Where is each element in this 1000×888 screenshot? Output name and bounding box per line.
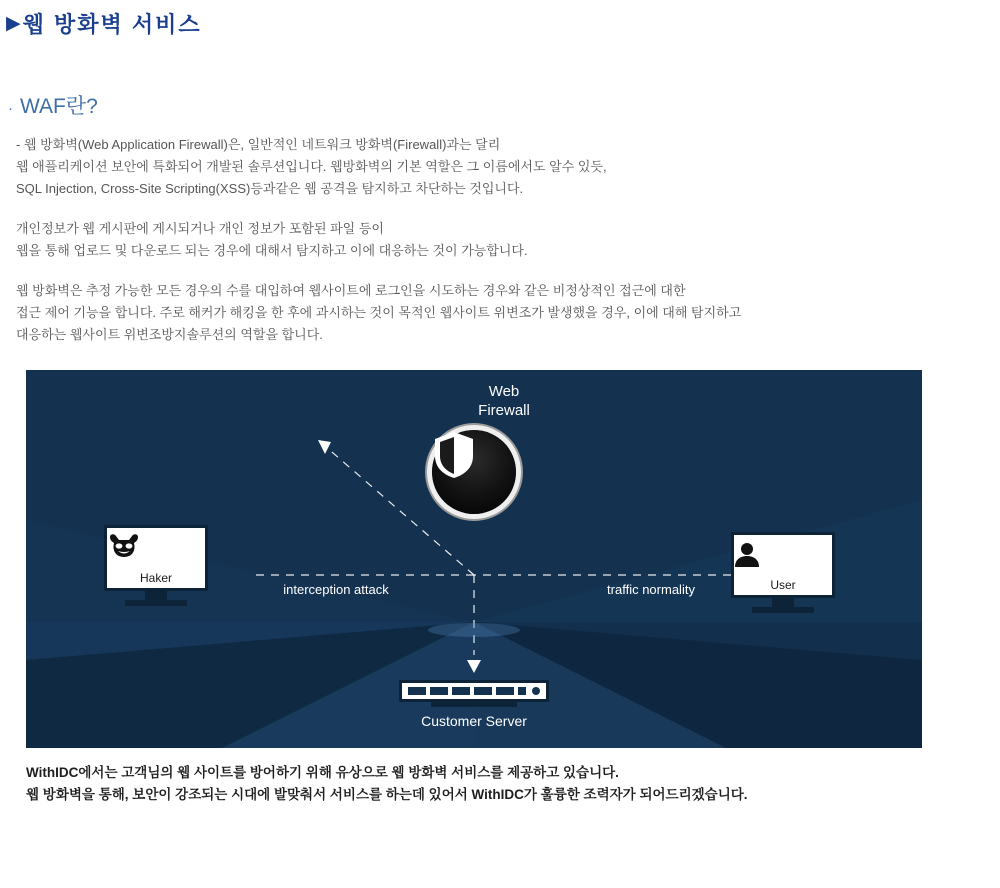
server-rack-icon (399, 680, 549, 702)
user-monitor (731, 532, 835, 613)
server-label: Customer Server (421, 713, 527, 729)
web-firewall-label: Web Firewall (478, 383, 530, 419)
paragraph-3 (16, 280, 1000, 346)
hacker-label: Haker (139, 571, 172, 585)
triangle-right-icon: ▶ (6, 12, 21, 34)
user-screen (731, 532, 835, 598)
devil-face-icon (107, 533, 141, 559)
server-base (431, 702, 517, 707)
page-title-row (0, 0, 1000, 40)
hacker-monitor-base (125, 600, 187, 606)
footer-text (26, 762, 1000, 806)
body-text (16, 134, 1000, 346)
section-heading-row (8, 90, 1000, 120)
shield-icon (432, 430, 476, 480)
user-monitor-base (752, 607, 814, 613)
page-title: 웹 방화벽 서비스 (22, 11, 202, 37)
paragraph-2-line-2: 웹을 통해 업로드 및 다운로드 되는 경우에 대해서 탐지하고 이에 대응하는 것이 가능합니다. (16, 243, 528, 258)
paragraph-1 (16, 134, 1000, 200)
footer-line-2: 웹 방화벽을 통해, 보안이 강조되는 시대에 발맞춰서 서비스를 하는데 있어서 WithIDC가 훌륭한 조력자가 되어드리겠습니다. (26, 787, 748, 802)
section-heading: WAF란? (20, 95, 98, 118)
hacker-monitor (104, 525, 208, 606)
paragraph-1-line-3: SQL Injection, Cross-Site Scripting(XSS)등과같은 웹 공격을 탐지하고 차단하는 것입니다. (16, 181, 524, 196)
paragraph-1-line-2: 웹 애플리케이션 보안에 특화되어 개발된 솔루션입니다. 웹방화벽의 기본 역할은 그 이름에서도 알수 있듯, (16, 159, 607, 174)
paragraph-1-line-1: - 웹 방화벽(Web Application Firewall)은, 일반적인 네트워크 방화벽(Firewall)과는 달리 (16, 137, 501, 152)
paragraph-2-line-1: 개인정보가 웹 게시판에 게시되거나 개인 정보가 포함된 파일 등이 (16, 221, 384, 236)
server-bars (408, 687, 526, 695)
person-icon (734, 541, 760, 569)
waf-diagram (26, 370, 922, 748)
user-monitor-neck (772, 598, 794, 607)
footer-line-1: WithIDC에서는 고객님의 웹 사이트를 방어하기 위해 유상으로 웹 방화벽 서비스를 제공하고 있습니다. (26, 765, 619, 780)
paragraph-3-line-2: 접근 제어 기능을 합니다. 주로 해커가 해킹을 한 후에 과시하는 것이 목적인 웹사이트 위변조가 발생했을 경우, 이에 대해 탐지하고 (16, 305, 742, 320)
customer-server (399, 680, 549, 729)
interception-attack-label: interception attack (283, 582, 389, 597)
server-led-icon (532, 687, 540, 695)
traffic-normality-label: traffic normality (607, 582, 695, 597)
hacker-monitor-neck (145, 591, 167, 600)
bullet-icon: · (8, 100, 13, 117)
paragraph-3-line-1: 웹 방화벽은 추정 가능한 모든 경우의 수를 대입하여 웹사이트에 로그인을 시도하는 경우와 같은 비정상적인 접근에 대한 (16, 283, 686, 298)
paragraph-3-line-3: 대응하는 웹사이트 위변조방지솔루션의 역할을 합니다. (16, 327, 323, 342)
user-label: User (770, 578, 796, 592)
shield-badge (432, 430, 516, 514)
hacker-screen (104, 525, 208, 591)
paragraph-2 (16, 218, 1000, 262)
